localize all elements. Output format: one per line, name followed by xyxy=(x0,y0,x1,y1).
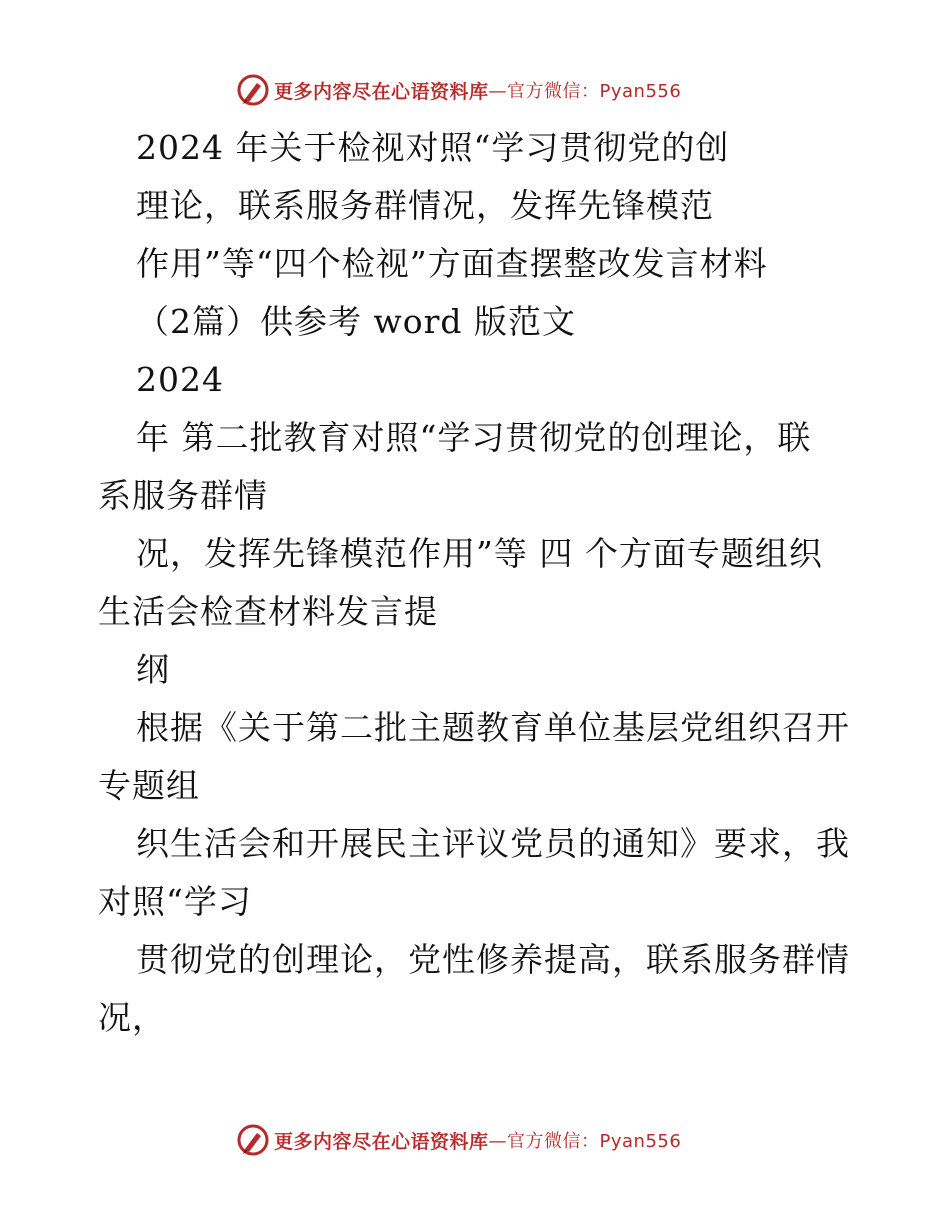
header-banner-title: 更多内容尽在心语资料库 xyxy=(274,80,489,103)
text-line: 专题组 xyxy=(98,766,200,805)
footer-banner-contact: —官方微信：Pyan556 xyxy=(488,1131,682,1152)
text-line: 织生活会和开展民主评议党员的通知》要求，我 xyxy=(136,824,850,863)
title-line-2: 理论，联系服务群情况，发挥先锋模范 xyxy=(136,186,714,225)
header-banner-contact: —官方微信：Pyan556 xyxy=(488,81,682,102)
footer-banner-title: 更多内容尽在心语资料库 xyxy=(274,1130,489,1153)
footer-banner xyxy=(236,1122,681,1158)
text-line: 纲 xyxy=(136,650,170,689)
text-line: 根据《关于第二批主题教育单位基层党组织召开 xyxy=(136,708,850,747)
text-line: 况，发挥先锋模范作用”等 四 个方面专题组织 xyxy=(136,534,823,573)
title-line-3: 作用”等“四个检视”方面查摆整改发言材料 xyxy=(136,244,768,283)
text-line: 生活会检查材料发言提 xyxy=(98,592,438,631)
text-line: 况， xyxy=(98,998,166,1037)
text-line: 系服务群情 xyxy=(98,476,268,515)
text-line: 贯彻党的创理论，党性修养提高，联系服务群情 xyxy=(136,940,850,979)
pen-circle-logo-icon xyxy=(236,73,270,107)
text-line: 2024 xyxy=(136,360,224,399)
header-banner xyxy=(236,72,681,108)
text-line: 对照“学习 xyxy=(98,882,252,921)
title-line-4: （2篇）供参考 word 版范文 xyxy=(136,302,576,341)
text-line: 年 第二批教育对照“学习贯彻党的创理论，联 xyxy=(136,418,812,457)
pen-circle-logo-icon xyxy=(236,1123,270,1157)
title-line-1: 2024 年关于检视对照“学习贯彻党的创 xyxy=(136,128,730,167)
